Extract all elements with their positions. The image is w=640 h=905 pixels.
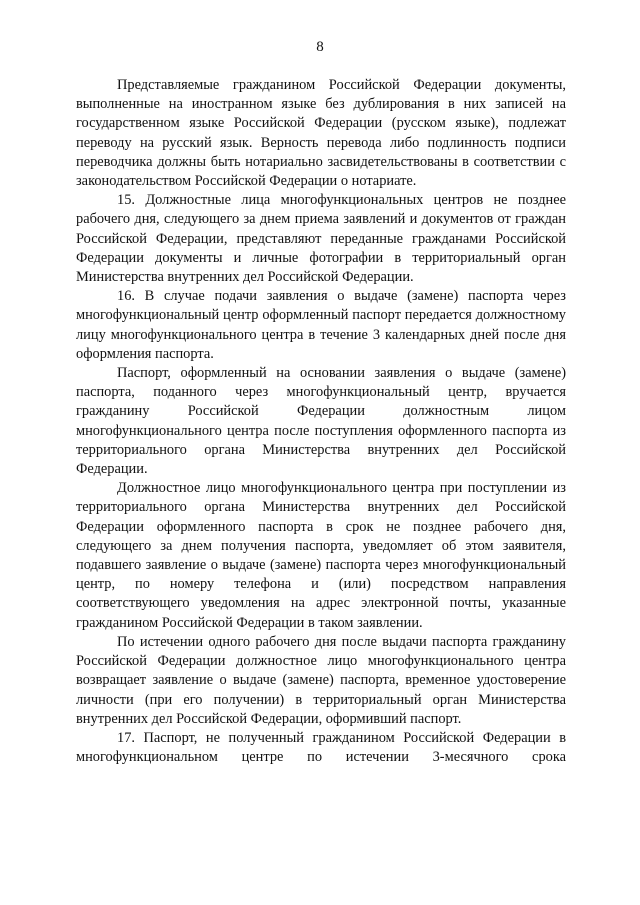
paragraph-item-17: 17. Паспорт, не полученный гражданином Российской Федерации в многофункциональном центре по истечении 3-месячного срока: [76, 729, 566, 766]
paragraph-passport-handover: Паспорт, оформленный на основании заявления о выдаче (замене) паспорта, поданного через многофункциональный центр, вручается гражданину Российской Федерации должностным лицом многофункционального центра после поступления оформленного паспорта из территориального органа Министерства внутренних дел Российской Федерации.: [76, 365, 566, 478]
paragraph-return-application: По истечении одного рабочего дня после выдачи паспорта гражданину Российской Федерации должностное лицо многофункционального центра возвращает заявление о выдаче (замене) паспорта, временное удостоверение личности (при его получении) в территориальный орган Министерства внутренних дел Российской Федерации, оформивший паспорт.: [76, 633, 566, 727]
paragraph-notification: Должностное лицо многофункционального центра при поступлении из территориального органа Министерства внутренних дел Российской Федерации оформленного паспорта в срок не позднее рабочего дня, следующего за днем получения паспорта, уведомляет об этом заявителя, подавшего заявление о выдаче (замене) паспорта через многофункциональный центр, по номеру телефона и (или) посредством направления соответствующего уведомления на адрес электронной почты, указанные гражданином Российской Федерации в таком заявлении.: [76, 480, 566, 631]
document-body: [76, 76, 566, 767]
paragraph-item-15: 15. Должностные лица многофункциональных центров не позднее рабочего дня, следующего за днем приема заявлений и документов от граждан Российской Федерации, представляют переданные гражданами Российской Федерации документы и личные фотографии в территориальный орган Министерства внутренних дел Российской Федерации.: [76, 192, 566, 286]
page-number: 8: [316, 39, 324, 55]
paragraph-documents-translation: Представляемые гражданином Российской Федерации документы, выполненные на иностранном языке без дублирования в них записей на государственном языке Российской Федерации (русском языке), подлежат переводу на русский язык. Верность перевода либо подлинность подписи переводчика должны быть нотариально засвидетельствованы в соответствии с законодательством Российской Федерации о нотариате.: [76, 77, 566, 190]
paragraph-item-16: 16. В случае подачи заявления о выдаче (замене) паспорта через многофункциональный центр оформленный паспорт передается должностному лицу многофункционального центра в течение 3 календарных дней после дня оформления паспорта.: [76, 288, 566, 362]
